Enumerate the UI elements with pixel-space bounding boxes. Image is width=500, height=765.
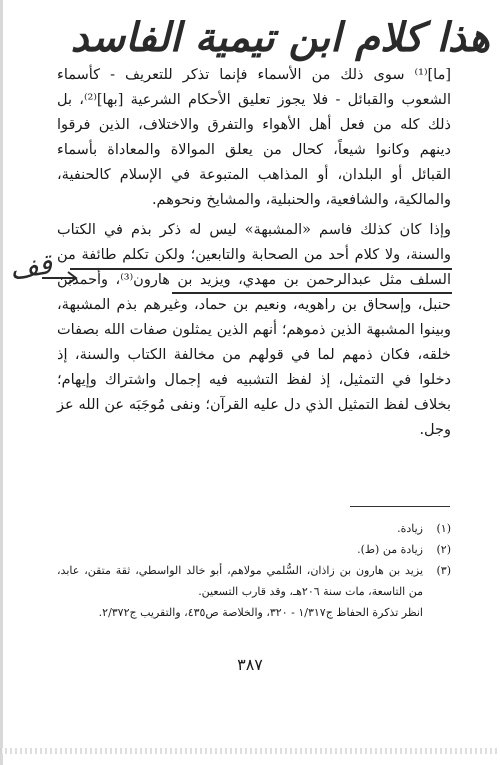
- footnotes: [57, 518, 451, 623]
- margin-handwritten-note: قف: [7, 247, 55, 286]
- footnote-text: يزيد بن هارون بن زاذان، السُّلمي مولاهم، أبو خالد الواسطي، ثقة متقن، عابد، من التاسعة، مات سنة ٢٠٦هـ، وقد قارب التسعين.: [57, 564, 423, 598]
- footnote-number: (١): [436, 522, 451, 535]
- main-text: [57, 63, 451, 443]
- scan-artifact: [0, 748, 500, 754]
- footnote-text: زيادة من (ط).: [357, 543, 423, 556]
- footnote-item: [57, 539, 451, 560]
- footnote-reference: انظر تذكرة الحفاظ ج١/٣١٧ - ٣٢٠، والخلاصة ص٤٣٥، والتقريب ج٢/٣٧٢.: [98, 606, 423, 619]
- footnote-number: (٢): [436, 543, 451, 556]
- scan-edge: [0, 0, 3, 765]
- paragraph-1: [ما]⁽¹⁾ سوى ذلك من الأسماء فإنما تذكر للتعريف - كأسماء الشعوب والقبائل - فلا يجوز تعليق الأحكام الشرعية [بها]⁽²⁾، بل ذلك كله من فعل أهل الأهواء والتفرق والاختلاف، الذين فرقوا دينهم وكانوا شيعاً، كحال من يعلق الموالاة والمعاداة بأسماء القبائل أو البلدان، أو المذاهب المتبوعة في الإسلام كالحنفية، والمالكية، والشافعية، والحنبلية، والمشايخ ونحوهم.: [57, 67, 451, 208]
- footnote-text: زيادة.: [397, 522, 423, 535]
- handwritten-underline: [172, 292, 452, 294]
- handwritten-annotation: هذا كلام ابن تيمية الفاسد: [70, 15, 490, 61]
- footnote-divider: [350, 506, 450, 507]
- footnote-item: [57, 518, 451, 539]
- footnote-item: [57, 560, 451, 602]
- paragraph-2: وإذا كان كذلك فاسم «المشبهة» ليس له ذكر بذم في الكتاب والسنة، ولا كلام أحد من الصحابة والتابعين؛ ولكن تكلم طائفة من السلف مثل عبدالرحمن بن مهدي، ويزيد بن هارون⁽³⁾، وأحمدبن حنبل، وإسحاق بن راهويه، ونعيم بن حماد، وغيرهم بذم المشبهة، وبينوا المشبهة الذين ذموهم؛ أنهم الذين يمثلون صفات الله بصفات خلقه، فكان ذمهم لما في قولهم من مخالفة الكتاب والسنة، إذ دخلوا في التمثيل، إذ لفظ التشبيه فيه إجمال واشتراك وإيهام؛ بخلاف لفظ التمثيل الذي دل عليه القرآن؛ ونفى مُوجَبَه عن الله عز وجل.: [57, 222, 451, 438]
- page-number: ٣٨٧: [237, 655, 263, 674]
- handwritten-underline: [70, 268, 452, 270]
- footnote-number: (٣): [436, 564, 451, 577]
